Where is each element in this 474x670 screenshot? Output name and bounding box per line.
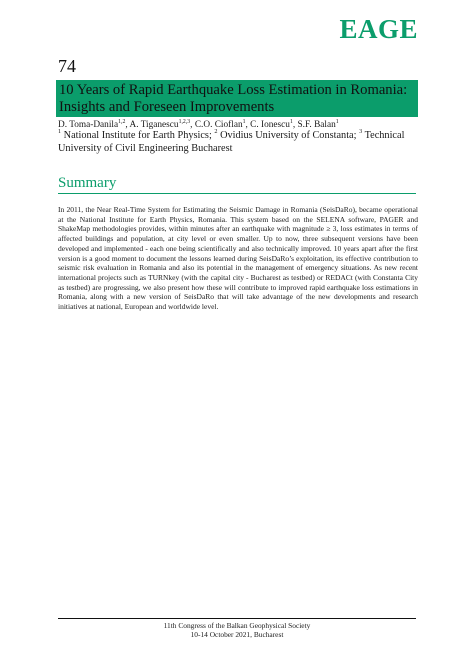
author-affiliation-ref: 1 — [289, 119, 293, 125]
affiliation-text: Technical University of Civil Engineering Bucharest — [58, 130, 405, 154]
footer-congress: 11th Congress of the Balkan Geophysical Society — [163, 621, 311, 630]
title-line-2: Insights and Foreseen Improvements — [59, 98, 275, 115]
author-name: A. Tiganescu — [129, 120, 179, 130]
paper-title — [56, 80, 418, 117]
paper-number: 74 — [58, 56, 76, 76]
affiliation-text: Ovidius University of Constanta; — [220, 130, 357, 141]
page-footer — [58, 621, 416, 640]
summary-divider — [58, 193, 416, 194]
affiliation-number: 3 — [359, 128, 363, 135]
author-affiliation-ref: 1,2 — [118, 119, 126, 125]
author-affiliation-ref: 1,2,3 — [178, 119, 191, 125]
affiliation-number: 1 — [58, 128, 62, 135]
author-affiliation-ref: 1 — [242, 119, 246, 125]
summary-heading: Summary — [58, 175, 117, 191]
affiliation-list — [58, 129, 418, 155]
author-name: C.O. Cioflan — [194, 120, 243, 130]
summary-body: In 2011, the Near Real-Time System for Estimating the Seismic Damage in Romania (SeisDaRo), became operational at the National Institute for Earth Physics, Romania. This system based on the SELENA software, PAGER and ShakeMap methodologies provides, within minutes after an earthquake with magnitude ≥ 3, loss estimates in terms of affected buildings and population, at city level or even smaller. Up to now, three subsequent versions have been developed and implemented - each one being scientifically and also technically improved. 10 years apart after the first version is a good moment to document the lessons learned during SeisDaRo’s exploitation, its effective contribution to seismic risk evaluation in Romania and also its potential in the management of emergency situations. As new recent international projects such as TURNkey (with the capital city - Bucharest as testbed) or REDACt (with Constanta City as testbed) are progressing, we also present how these will contribute to improved rapid earthquake loss estimations in Romania, along with a new version of SeisDaRo that will take advantage of the new developments and research initiatives at national, European and worldwide level. — [58, 205, 418, 312]
title-line-1: 10 Years of Rapid Earthquake Loss Estimation in Romania: — [59, 82, 408, 98]
footer-divider — [58, 618, 416, 619]
affiliation-text: National Institute for Earth Physics; — [63, 130, 212, 141]
author-name: S.F. Balan — [297, 120, 336, 130]
author-name: C. Ionescu — [250, 120, 290, 130]
author-affiliation-ref: 1 — [335, 119, 339, 125]
footer-dates: 10-14 October 2021, Bucharest — [190, 630, 284, 640]
author-name: D. Toma-Danila — [58, 120, 119, 130]
affiliation-number: 2 — [214, 128, 218, 135]
author-list: D. Toma-Danila$^{1,2}$, A. Tiganescu$^{1,2,3}$, C.O. Cioflan$^1$, C. Ionescu$^1$, S.F. Balan$^1$ — [58, 119, 339, 130]
eage-logo: EAGE — [339, 14, 418, 44]
